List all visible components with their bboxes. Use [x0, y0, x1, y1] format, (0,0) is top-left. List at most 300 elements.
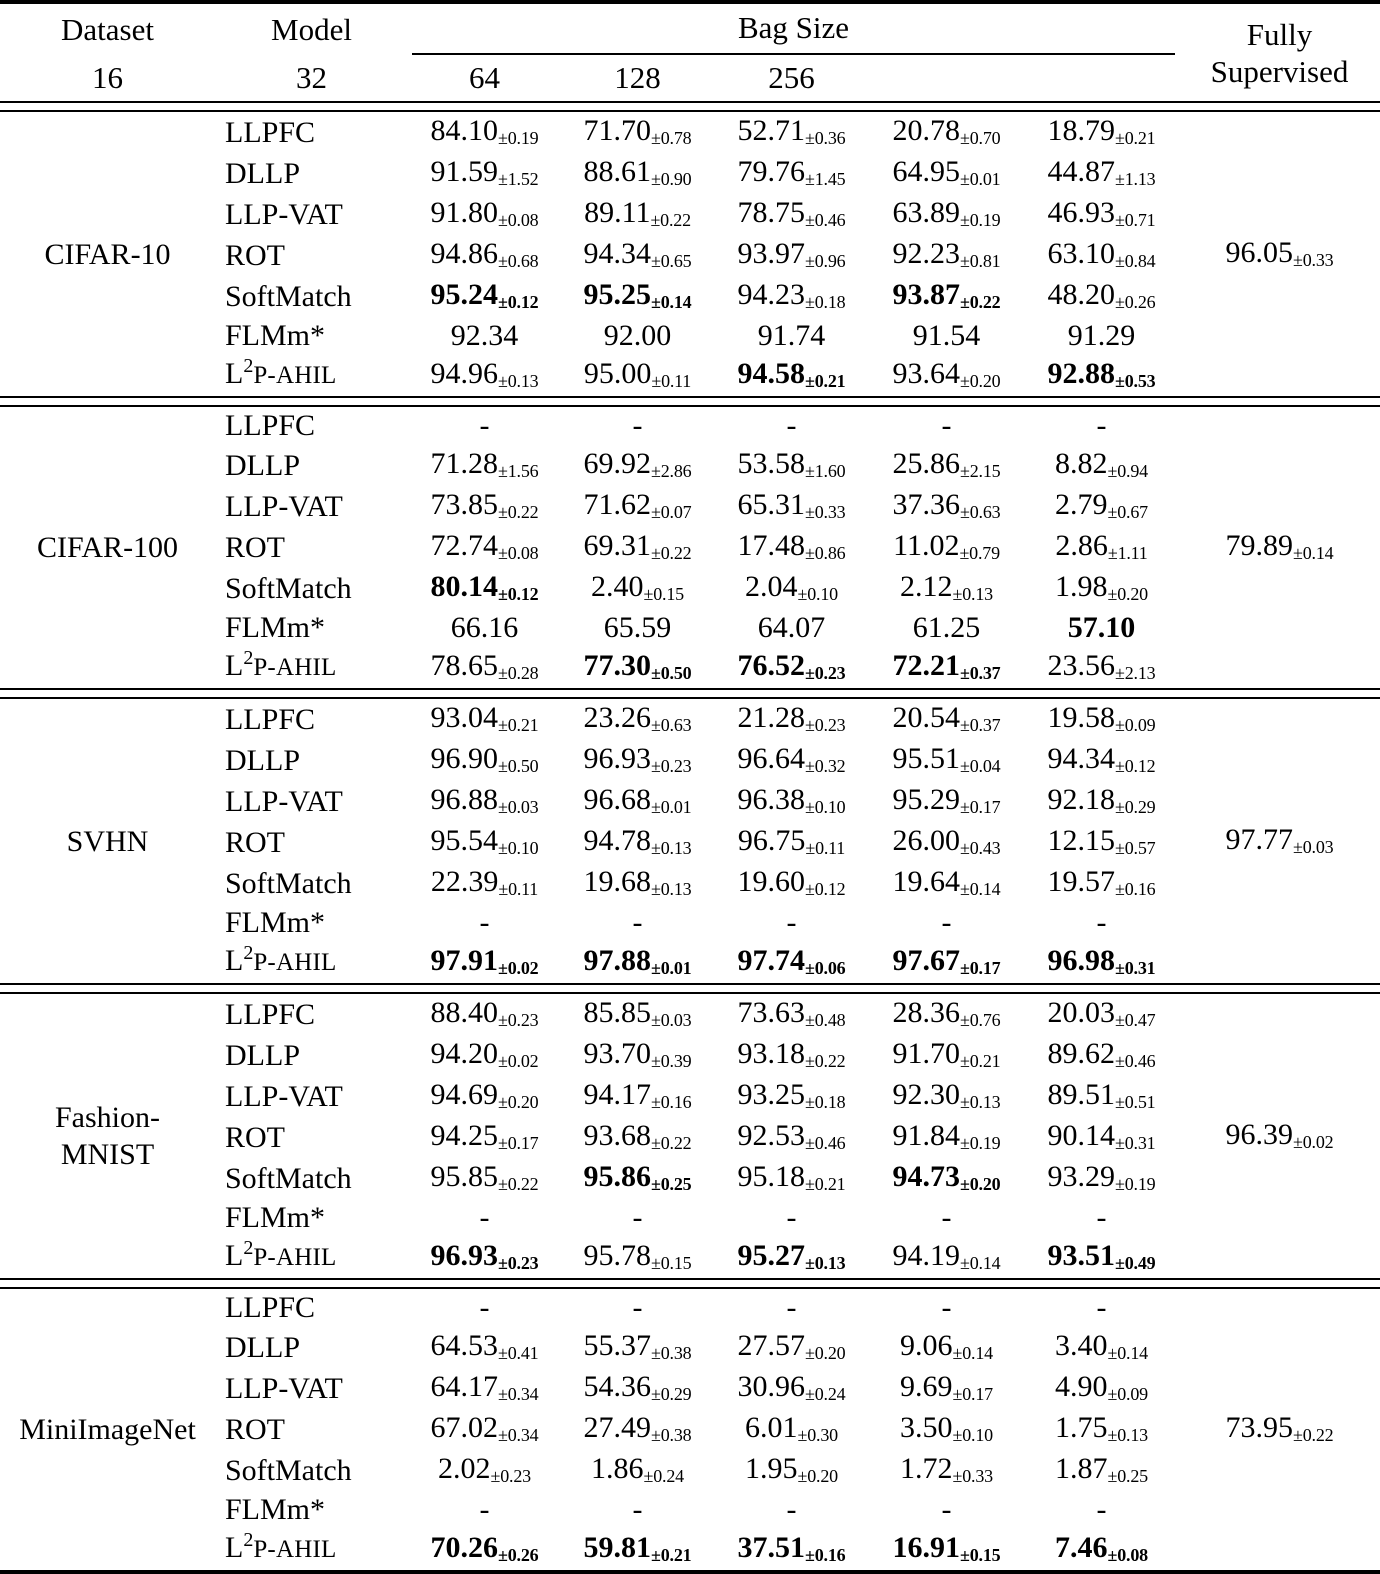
value-cell — [408, 904, 561, 942]
metric-value: - — [479, 1201, 490, 1234]
metric-stddev: ±0.22 — [651, 543, 692, 563]
value-cell — [714, 355, 869, 397]
metric-stddev: ±0.63 — [651, 715, 692, 735]
metric-value: - — [786, 1291, 797, 1324]
value-cell — [408, 1237, 561, 1279]
rule-cell — [0, 1279, 1380, 1288]
value-cell — [1024, 276, 1179, 317]
value-cell — [714, 1035, 869, 1076]
value-cell — [869, 609, 1024, 647]
metric-value: 2.86 — [1055, 529, 1108, 562]
metric-value: 71.70 — [583, 114, 652, 147]
metric-value: 73.63 — [737, 996, 806, 1029]
value-cell — [561, 1529, 714, 1570]
header-bag-128: 128 — [614, 60, 661, 95]
metric-stddev: ±0.90 — [651, 169, 692, 189]
metric-value: 25.86 — [892, 447, 961, 480]
value-cell — [561, 1450, 714, 1491]
metric-value: 20.54 — [892, 701, 961, 734]
metric-stddev: ±0.25 — [651, 1174, 692, 1194]
metric-value: 78.65 — [430, 649, 499, 682]
metric-value: 2.04 — [745, 570, 798, 603]
value-cell — [1024, 1288, 1179, 1327]
metric-value: 30.96 — [737, 1370, 806, 1403]
metric-stddev: ±0.46 — [805, 1133, 846, 1153]
metric-stddev: ±1.11 — [1107, 543, 1148, 563]
metric-value: 19.57 — [1047, 865, 1116, 898]
metric-value: 97.91 — [430, 944, 499, 977]
value-cell — [561, 111, 714, 153]
metric-value: 91.29 — [1067, 319, 1136, 352]
value-cell — [714, 609, 869, 647]
value-cell — [869, 1158, 1024, 1199]
metric-stddev: ±0.12 — [498, 584, 539, 604]
rule-cell — [0, 984, 1380, 993]
metric-stddev: ±0.22 — [1293, 1425, 1334, 1445]
value-cell — [869, 1491, 1024, 1529]
value-cell — [869, 1368, 1024, 1409]
metric-value: 95.51 — [892, 742, 961, 775]
metric-value: 95.24 — [430, 278, 499, 311]
value-cell — [714, 698, 869, 740]
value-cell — [1024, 1035, 1179, 1076]
dataset-label-line2: MNIST — [60, 1138, 155, 1171]
metric-stddev: ±0.51 — [1115, 1092, 1156, 1112]
metric-stddev: ±0.37 — [960, 663, 1001, 683]
value-cell — [1024, 1237, 1179, 1279]
metric-value: 76.52 — [737, 649, 806, 682]
value-cell — [408, 822, 561, 863]
metric-stddev: ±0.57 — [1115, 838, 1156, 858]
metric-value: 69.31 — [583, 529, 652, 562]
value-cell — [1024, 1409, 1179, 1450]
metric-stddev: ±0.09 — [1107, 1384, 1148, 1404]
value-cell — [1024, 445, 1179, 486]
metric-value: 95.18 — [737, 1160, 806, 1193]
value-cell — [561, 781, 714, 822]
value-cell — [561, 235, 714, 276]
value-cell — [869, 111, 1024, 153]
metric-value: 89.62 — [1047, 1037, 1116, 1070]
header-dataset: Dataset — [61, 11, 154, 47]
value-cell — [408, 1158, 561, 1199]
value-cell — [561, 740, 714, 781]
metric-stddev: ±0.12 — [498, 292, 539, 312]
metric-value: 37.36 — [892, 488, 961, 521]
metric-value: 91.70 — [892, 1037, 961, 1070]
model-label-llpvat: LLP-VAT — [225, 1371, 343, 1405]
value-cell — [408, 317, 561, 355]
value-cell — [869, 1327, 1024, 1368]
value-cell — [408, 1288, 561, 1327]
model-label-l2p — [215, 355, 408, 397]
metric-value: 97.74 — [737, 944, 806, 977]
model-label-llpvat: LLP-VAT — [225, 197, 343, 231]
fully-supervised-value — [1179, 698, 1380, 984]
fully-supervised-value — [1179, 111, 1380, 397]
metric-value: 94.58 — [737, 357, 806, 390]
metric-stddev: ±0.53 — [1115, 371, 1156, 391]
metric-stddev: ±0.41 — [498, 1343, 539, 1363]
value-cell — [1024, 1327, 1179, 1368]
metric-value: - — [1096, 906, 1107, 939]
value-cell — [1024, 527, 1179, 568]
value-cell — [408, 698, 561, 740]
metric-value: 3.50 — [900, 1411, 953, 1444]
metric-stddev: ±0.34 — [498, 1425, 539, 1445]
metric-stddev: ±0.68 — [498, 251, 539, 271]
metric-value: 96.88 — [430, 783, 499, 816]
metric-stddev: ±2.15 — [960, 461, 1001, 481]
metric-value: - — [479, 906, 490, 939]
metric-stddev: ±0.50 — [498, 756, 539, 776]
value-cell — [408, 1076, 561, 1117]
fully-supervised-value — [1179, 1288, 1380, 1570]
metric-value: 79.89 — [1225, 529, 1294, 562]
value-cell — [714, 1368, 869, 1409]
metric-value: 95.86 — [583, 1160, 652, 1193]
metric-value: 26.00 — [892, 824, 961, 857]
metric-value: 12.15 — [1047, 824, 1116, 857]
metric-stddev: ±0.08 — [1107, 1545, 1148, 1565]
metric-stddev: ±0.33 — [952, 1466, 993, 1486]
model-label-dllp: DLLP — [225, 743, 300, 777]
value-cell — [869, 781, 1024, 822]
metric-value: 71.62 — [583, 488, 652, 521]
metric-stddev: ±0.33 — [1293, 249, 1334, 270]
metric-value: 27.49 — [583, 1411, 652, 1444]
value-cell — [869, 276, 1024, 317]
value-cell — [869, 740, 1024, 781]
metric-value: 88.40 — [430, 996, 499, 1029]
metric-value: 73.95 — [1225, 1411, 1294, 1444]
metric-value: - — [632, 1493, 643, 1526]
metric-stddev: ±0.04 — [960, 756, 1001, 776]
metric-value: 2.79 — [1055, 488, 1108, 521]
value-cell — [869, 993, 1024, 1035]
metric-stddev: ±0.15 — [651, 1253, 692, 1273]
metric-stddev: ±0.23 — [805, 663, 846, 683]
metric-value: 96.05 — [1225, 235, 1294, 269]
rule-cell — [0, 689, 1380, 698]
model-label-llpfc: LLPFC — [225, 115, 316, 149]
metric-value: 92.88 — [1047, 357, 1116, 390]
value-cell — [714, 568, 869, 609]
value-cell — [1024, 153, 1179, 194]
value-cell — [408, 1199, 561, 1237]
value-cell — [869, 235, 1024, 276]
value-cell — [561, 486, 714, 527]
value-cell — [408, 942, 561, 984]
value-cell — [1024, 486, 1179, 527]
value-cell — [1024, 235, 1179, 276]
metric-value: 22.39 — [430, 865, 499, 898]
value-cell — [869, 647, 1024, 689]
metric-stddev: ±0.36 — [805, 128, 846, 148]
value-cell — [714, 1491, 869, 1529]
metric-stddev: ±0.07 — [651, 502, 692, 522]
fully-supervised-value — [1179, 406, 1380, 689]
metric-value: 94.73 — [892, 1160, 961, 1193]
metric-stddev: ±0.78 — [651, 128, 692, 148]
metric-stddev: ±0.16 — [651, 1092, 692, 1112]
model-label-softmatch: SoftMatch — [225, 866, 352, 900]
metric-value: 90.14 — [1047, 1119, 1116, 1152]
value-cell — [1024, 406, 1179, 445]
metric-value: 2.12 — [900, 570, 953, 603]
value-cell — [869, 1409, 1024, 1450]
metric-value: 93.04 — [430, 701, 499, 734]
metric-value: 93.68 — [583, 1119, 652, 1152]
value-cell — [561, 194, 714, 235]
model-label-l2p-ahil: $L^2P$-AHIL — [225, 355, 337, 390]
metric-value: 95.29 — [892, 783, 961, 816]
metric-stddev: ±0.43 — [960, 838, 1001, 858]
value-cell — [561, 1288, 714, 1327]
value-cell — [714, 1158, 869, 1199]
metric-value: 27.57 — [737, 1329, 806, 1362]
model-label-rot: ROT — [225, 1120, 285, 1154]
value-cell — [714, 527, 869, 568]
model-label-softmatch: SoftMatch — [225, 279, 352, 313]
metric-value: 89.51 — [1047, 1078, 1116, 1111]
metric-stddev: ±0.86 — [805, 543, 846, 563]
metric-value: - — [479, 1493, 490, 1526]
metric-value: 96.98 — [1047, 944, 1116, 977]
value-cell — [1024, 111, 1179, 153]
value-cell — [561, 1199, 714, 1237]
model-label-llpvat: LLP-VAT — [225, 784, 343, 818]
metric-stddev: ±0.20 — [498, 1092, 539, 1112]
value-cell — [408, 1368, 561, 1409]
metric-value: 92.00 — [603, 319, 672, 352]
metric-value: 94.23 — [737, 278, 806, 311]
value-cell — [1024, 1529, 1179, 1570]
value-cell — [714, 822, 869, 863]
metric-stddev: ±0.23 — [651, 756, 692, 776]
metric-stddev: ±0.76 — [960, 1010, 1001, 1030]
metric-value: - — [786, 409, 797, 442]
value-cell — [869, 1199, 1024, 1237]
metric-value: 95.27 — [737, 1239, 806, 1272]
rule-cell — [0, 1570, 1380, 1572]
value-cell — [714, 445, 869, 486]
value-cell — [869, 486, 1024, 527]
metric-value: 92.34 — [450, 319, 519, 352]
metric-stddev: ±0.24 — [643, 1466, 684, 1486]
model-label-rot: ROT — [225, 238, 285, 272]
metric-stddev: ±0.13 — [805, 1253, 846, 1273]
metric-value: 69.92 — [583, 447, 652, 480]
metric-stddev: ±0.13 — [1107, 1425, 1148, 1445]
metric-stddev: ±0.22 — [651, 1133, 692, 1153]
metric-value: 72.21 — [892, 649, 961, 682]
metric-stddev: ±0.21 — [805, 1174, 846, 1194]
metric-value: 70.26 — [430, 1531, 499, 1564]
metric-stddev: ±0.17 — [498, 1133, 539, 1153]
metric-value: 92.53 — [737, 1119, 806, 1152]
value-cell — [869, 1450, 1024, 1491]
value-cell — [561, 1076, 714, 1117]
header-fully-supervised-line2: Supervised — [1210, 53, 1349, 89]
value-cell — [561, 1035, 714, 1076]
metric-value: 20.78 — [892, 114, 961, 147]
metric-stddev: ±0.15 — [643, 584, 684, 604]
section-divider-rule — [0, 397, 1380, 406]
value-cell — [408, 235, 561, 276]
metric-value: 91.59 — [430, 155, 499, 188]
value-cell — [714, 647, 869, 689]
metric-value: 96.93 — [583, 742, 652, 775]
metric-value: 91.80 — [430, 196, 499, 229]
metric-value: 1.95 — [745, 1452, 798, 1485]
value-cell — [561, 1237, 714, 1279]
model-label-rot: ROT — [225, 1412, 285, 1446]
metric-stddev: ±0.23 — [805, 715, 846, 735]
model-label-l2p-ahil: $L^2P$-AHIL — [225, 1529, 337, 1564]
header-fully-supervised-line1: Fully — [1246, 16, 1313, 52]
fully-supervised-value — [1179, 993, 1380, 1279]
model-label-llpfc: LLPFC — [225, 997, 316, 1031]
metric-value: - — [786, 1201, 797, 1234]
metric-value: 93.29 — [1047, 1160, 1116, 1193]
header-bottom-double-rule — [0, 102, 1380, 111]
metric-stddev: ±0.01 — [651, 797, 692, 817]
metric-value: 78.75 — [737, 196, 806, 229]
metric-stddev: ±0.18 — [805, 1092, 846, 1112]
dataset-label: SVHN — [66, 824, 149, 858]
metric-stddev: ±0.32 — [805, 756, 846, 776]
value-cell — [561, 1117, 714, 1158]
model-label-l2p-ahil: $L^2P$-AHIL — [225, 647, 337, 682]
value-cell — [1024, 1076, 1179, 1117]
metric-value: 71.28 — [430, 447, 499, 480]
metric-value: 4.90 — [1055, 1370, 1108, 1403]
metric-value: 54.36 — [583, 1370, 652, 1403]
metric-value: 19.60 — [737, 865, 806, 898]
value-cell — [714, 1327, 869, 1368]
value-cell — [714, 1199, 869, 1237]
metric-value: 57.10 — [1067, 611, 1136, 644]
metric-value: 64.95 — [892, 155, 961, 188]
value-cell — [869, 863, 1024, 904]
metric-value: 95.54 — [430, 824, 499, 857]
metric-value: 6.01 — [745, 1411, 798, 1444]
metric-stddev: ±0.31 — [1115, 1133, 1156, 1153]
model-label-l2p — [215, 647, 408, 689]
value-cell — [1024, 740, 1179, 781]
metric-value: 92.23 — [892, 237, 961, 270]
model-label-flmm: FLMm* — [225, 611, 326, 644]
metric-value: 19.64 — [892, 865, 961, 898]
model-label-softmatch: SoftMatch — [225, 571, 352, 605]
table-row — [0, 993, 1380, 1035]
metric-value: 95.25 — [583, 278, 652, 311]
metric-value: 46.93 — [1047, 196, 1116, 229]
dataset-label-line1: Fashion- — [55, 1101, 160, 1134]
value-cell — [1024, 568, 1179, 609]
metric-value: 95.00 — [583, 357, 652, 390]
metric-value: 2.02 — [438, 1452, 491, 1485]
model-label-flmm: FLMm* — [225, 1201, 326, 1234]
metric-stddev: ±0.23 — [498, 1010, 539, 1030]
metric-stddev: ±0.21 — [960, 1051, 1001, 1071]
value-cell — [869, 1076, 1024, 1117]
metric-stddev: ±0.13 — [952, 584, 993, 604]
metric-stddev: ±0.50 — [651, 663, 692, 683]
metric-stddev: ±0.14 — [1293, 543, 1334, 563]
value-cell — [1024, 904, 1179, 942]
value-cell — [1024, 1199, 1179, 1237]
metric-stddev: ±0.17 — [960, 797, 1001, 817]
metric-value: 93.18 — [737, 1037, 806, 1070]
metric-stddev: ±0.15 — [960, 1545, 1001, 1565]
metric-stddev: ±0.02 — [498, 1051, 539, 1071]
metric-value: 7.46 — [1055, 1531, 1108, 1564]
value-cell — [408, 445, 561, 486]
metric-stddev: ±0.67 — [1107, 502, 1148, 522]
metric-stddev: ±0.22 — [498, 1174, 539, 1194]
value-cell — [1024, 781, 1179, 822]
metric-value: 94.34 — [1047, 742, 1116, 775]
metric-value: - — [941, 1201, 952, 1234]
value-cell — [408, 111, 561, 153]
metric-value: 93.97 — [737, 237, 806, 270]
value-cell — [1024, 993, 1179, 1035]
value-cell — [561, 1158, 714, 1199]
value-cell — [1024, 194, 1179, 235]
metric-value: 94.69 — [430, 1078, 499, 1111]
metric-stddev: ±0.79 — [959, 543, 1000, 563]
header-row-bag-sizes — [0, 55, 1380, 102]
table-row — [0, 111, 1380, 153]
metric-stddev: ±0.26 — [1115, 292, 1156, 312]
value-cell — [714, 406, 869, 445]
value-cell — [561, 609, 714, 647]
metric-stddev: ±0.13 — [651, 838, 692, 858]
value-cell — [408, 1409, 561, 1450]
metric-value: 85.85 — [583, 996, 652, 1029]
metric-stddev: ±0.22 — [650, 210, 691, 230]
value-cell — [869, 153, 1024, 194]
metric-value: - — [1096, 1291, 1107, 1324]
metric-stddev: ±0.63 — [960, 502, 1001, 522]
value-cell — [1024, 942, 1179, 984]
model-label-softmatch: SoftMatch — [225, 1161, 352, 1195]
metric-value: - — [632, 906, 643, 939]
value-cell — [869, 1237, 1024, 1279]
metric-stddev: ±0.84 — [1115, 251, 1156, 271]
model-label-l2p — [215, 1237, 408, 1279]
model-label-l2p — [215, 942, 408, 984]
metric-value: - — [941, 1291, 952, 1324]
value-cell — [561, 993, 714, 1035]
value-cell — [714, 1409, 869, 1450]
header-model: Model — [271, 11, 352, 47]
metric-value: 66.16 — [450, 611, 519, 644]
metric-stddev: ±0.81 — [960, 251, 1001, 271]
metric-stddev: ±0.10 — [952, 1425, 993, 1445]
value-cell — [869, 445, 1024, 486]
rule-cell — [0, 397, 1380, 406]
table-row — [0, 698, 1380, 740]
value-cell — [561, 276, 714, 317]
dataset-label: CIFAR-10 — [44, 237, 171, 271]
value-cell — [408, 194, 561, 235]
value-cell — [869, 698, 1024, 740]
metric-stddev: ±0.23 — [490, 1466, 531, 1486]
header-row-primary — [0, 4, 1380, 52]
